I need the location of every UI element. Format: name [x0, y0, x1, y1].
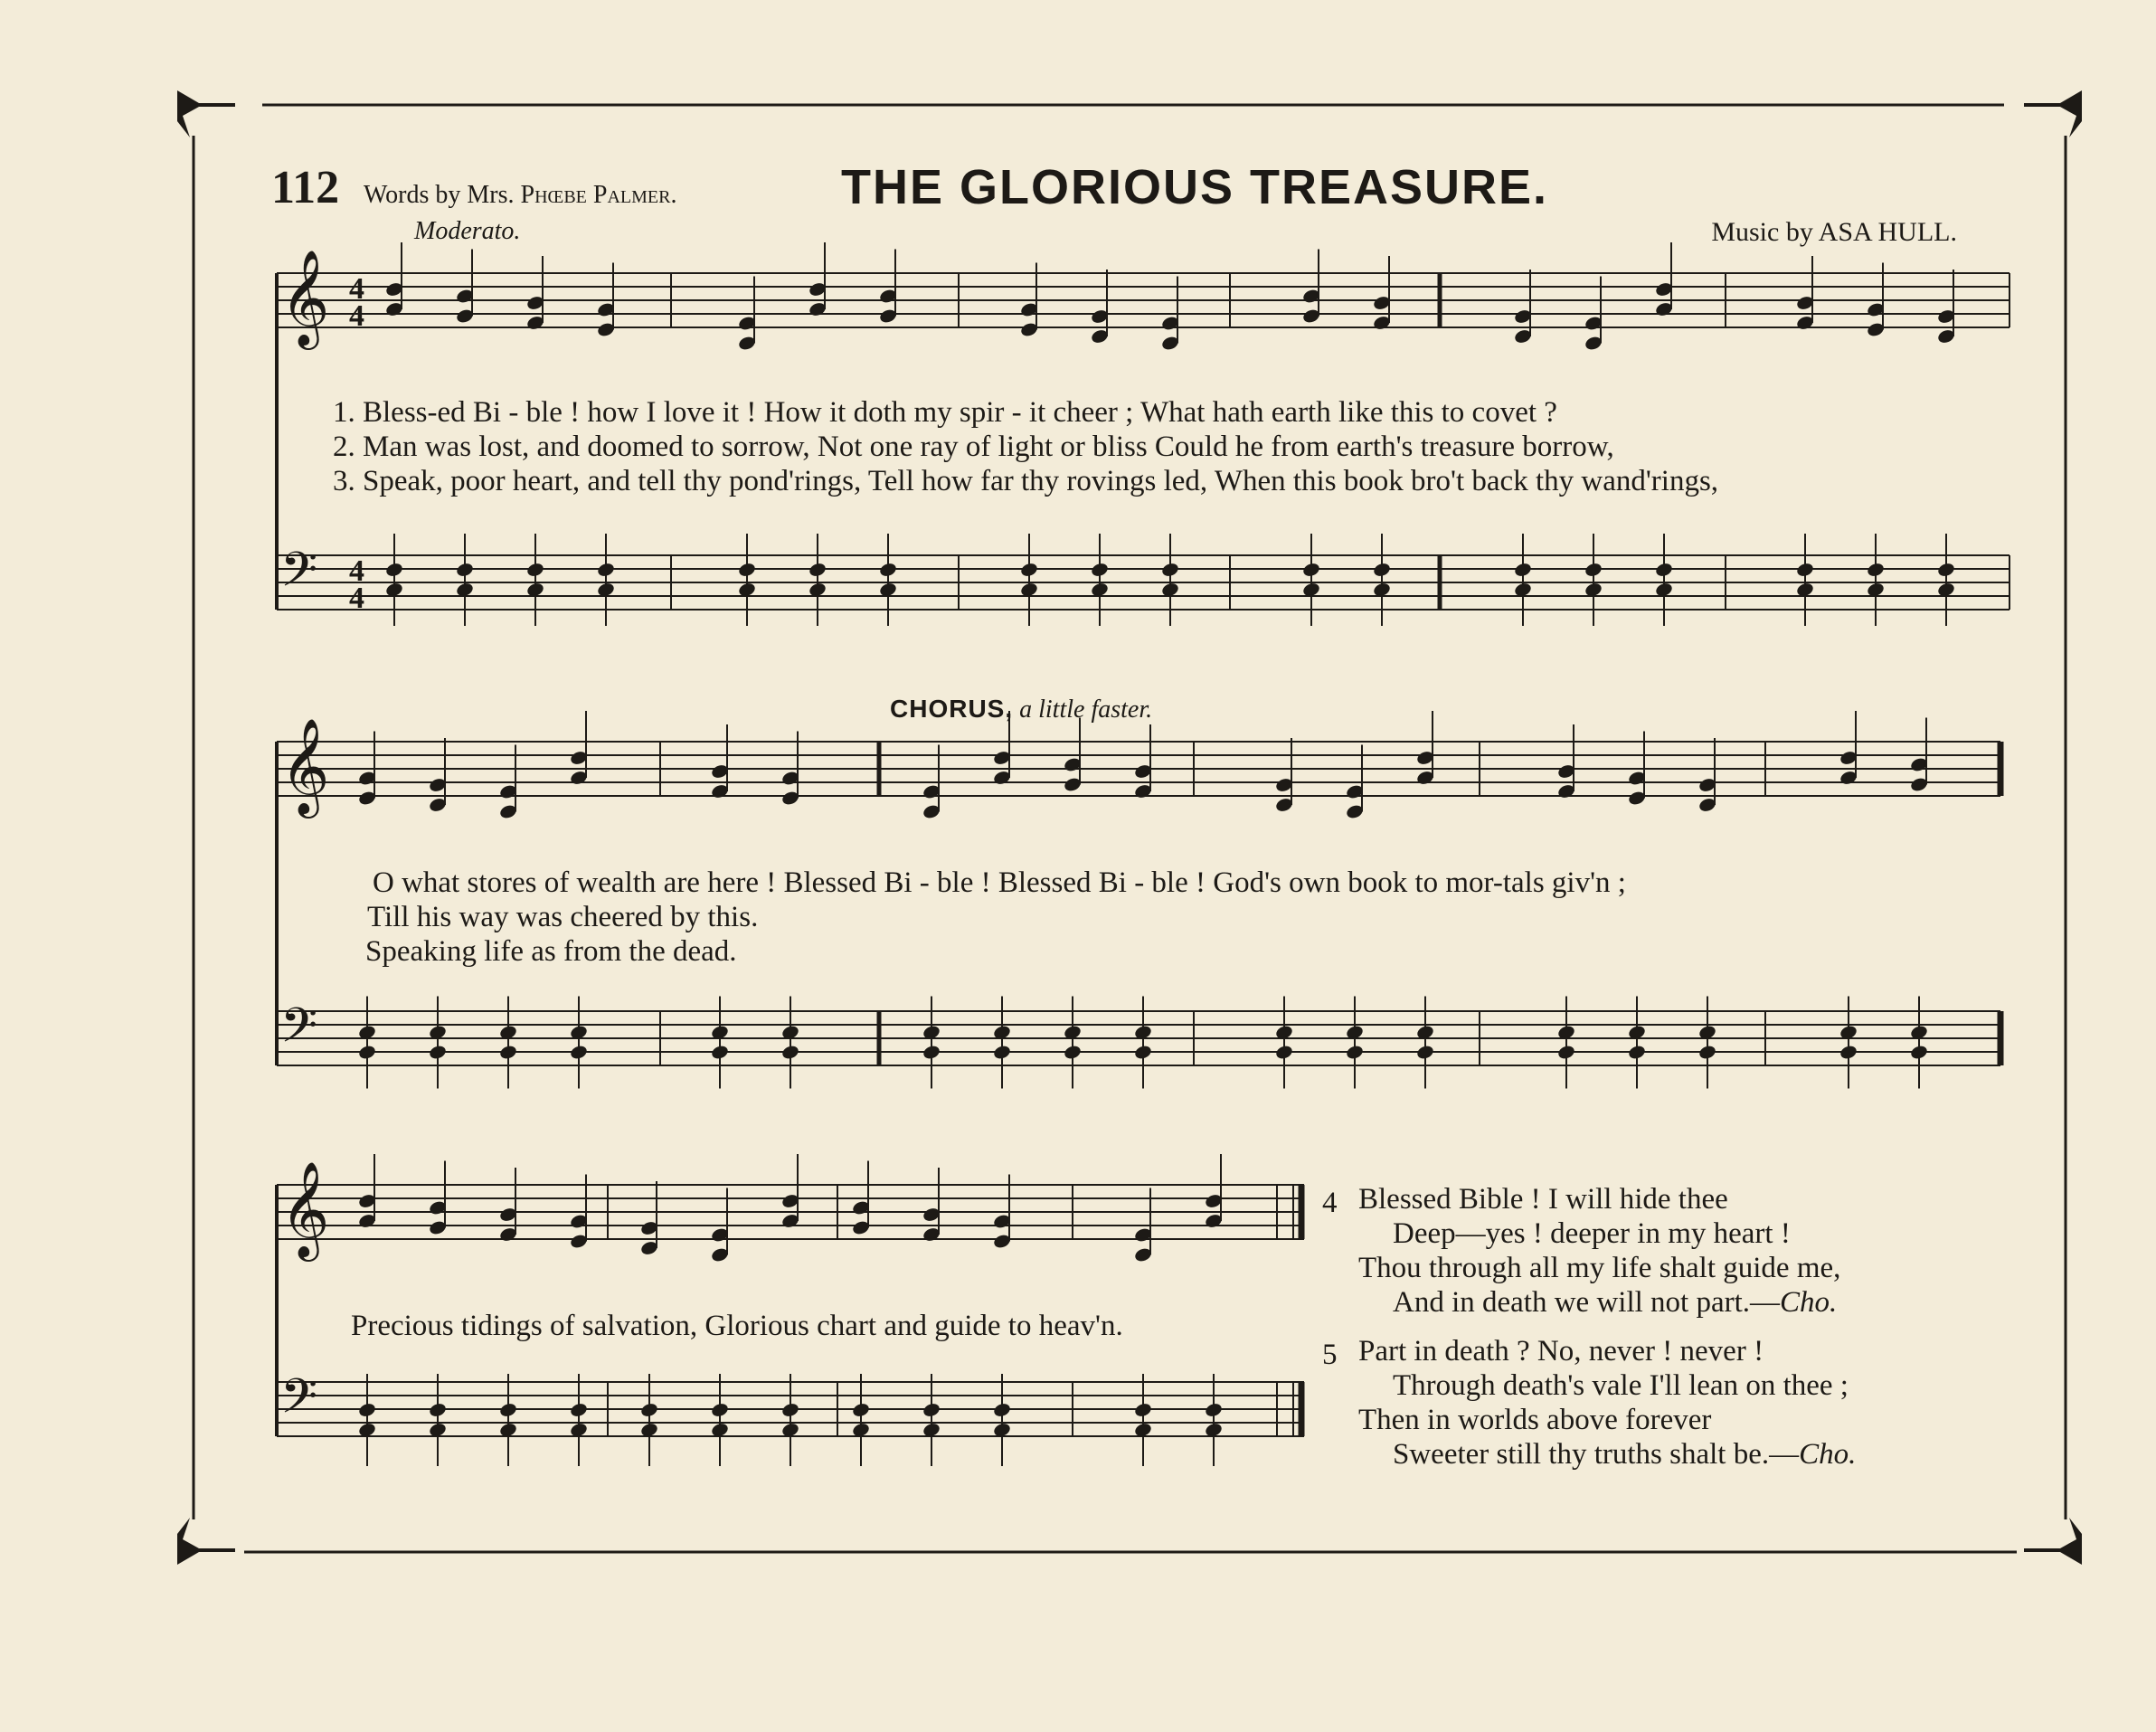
verse-line-3: 3. Speak, poor heart, and tell thy pond'rings, Tell how far thy rovings led, When this book bro't back thy wand'rings,: [333, 465, 1719, 497]
bass-clef: 𝄢: [280, 999, 318, 1065]
music-credit: Music by ASA HULL.: [1711, 217, 1957, 247]
stanza-4-line-4-text: And in death we will not part.—: [1393, 1286, 1781, 1319]
tempo-marking: Moderato.: [414, 217, 521, 245]
stanza-5-line-2: Through death's vale I'll lean on thee ;: [1393, 1369, 1849, 1402]
time-signature-top: 4: [349, 272, 364, 306]
stanza-5-line-4-text: Sweeter still thy truths shalt be.—: [1393, 1438, 1800, 1471]
stanza-4-line-4: [1393, 1286, 1837, 1320]
words-credit: [364, 181, 676, 210]
words-credit-prefix: Words by Mrs.: [364, 181, 515, 209]
words-credit-author: Phœbe Palmer.: [520, 181, 677, 209]
chorus-line-1: O what stores of wealth are here ! Blessed Bi - ble ! Blessed Bi - ble ! God's own book to mor-tals giv'n ;: [373, 866, 1626, 899]
hymn-number: 112: [271, 162, 340, 213]
stanza-4-line-3: Thou through all my life shalt guide me,: [1358, 1252, 1841, 1284]
stanza-4-cho: Cho.: [1780, 1286, 1838, 1319]
verse-line-2: 2. Man was lost, and doomed to sorrow, Not one ray of light or bliss Could he from earth's treasure borrow,: [333, 431, 1614, 463]
time-signature-top: 4: [349, 554, 364, 588]
time-signature-bottom: 4: [349, 299, 364, 333]
stanza-5-line-3: Then in worlds above forever: [1358, 1404, 1712, 1436]
chorus-line-2: Till his way was cheered by this.: [367, 901, 759, 933]
stanza-5-line-4: [1393, 1438, 1856, 1472]
bass-clef: 𝄢: [280, 1369, 318, 1436]
stanza-4-line-1: Blessed Bible ! I will hide thee: [1358, 1183, 1728, 1216]
bass-clef: 𝄢: [280, 543, 318, 610]
chorus-line-4: Precious tidings of salvation, Glorious chart and guide to heav'n.: [351, 1310, 1123, 1342]
verse-line-1: 1. Bless-ed Bi - ble ! how I love it ! How it doth my spir - it cheer ; What hath earth like this to covet ?: [333, 396, 1557, 429]
stanza-4-number: 4: [1322, 1187, 1338, 1219]
chorus-tempo-note: a little faster.: [1019, 696, 1153, 724]
chorus-line-3: Speaking life as from the dead.: [365, 935, 737, 968]
stanza-4-line-2: Deep—yes ! deeper in my heart !: [1393, 1217, 1791, 1250]
stanza-5-line-1: Part in death ? No, never ! never !: [1358, 1335, 1764, 1368]
hymn-title: THE GLORIOUS TREASURE.: [841, 160, 1549, 214]
treble-clef: 𝄞: [280, 249, 330, 345]
chorus-heading: [890, 695, 1152, 724]
stanza-5-cho: Cho.: [1799, 1438, 1857, 1471]
stanza-5-number: 5: [1322, 1339, 1338, 1371]
chorus-label: CHORUS,: [890, 695, 1014, 723]
treble-clef: 𝄞: [280, 1160, 330, 1257]
time-signature-bottom: 4: [349, 582, 364, 615]
treble-clef: 𝄞: [280, 717, 330, 814]
